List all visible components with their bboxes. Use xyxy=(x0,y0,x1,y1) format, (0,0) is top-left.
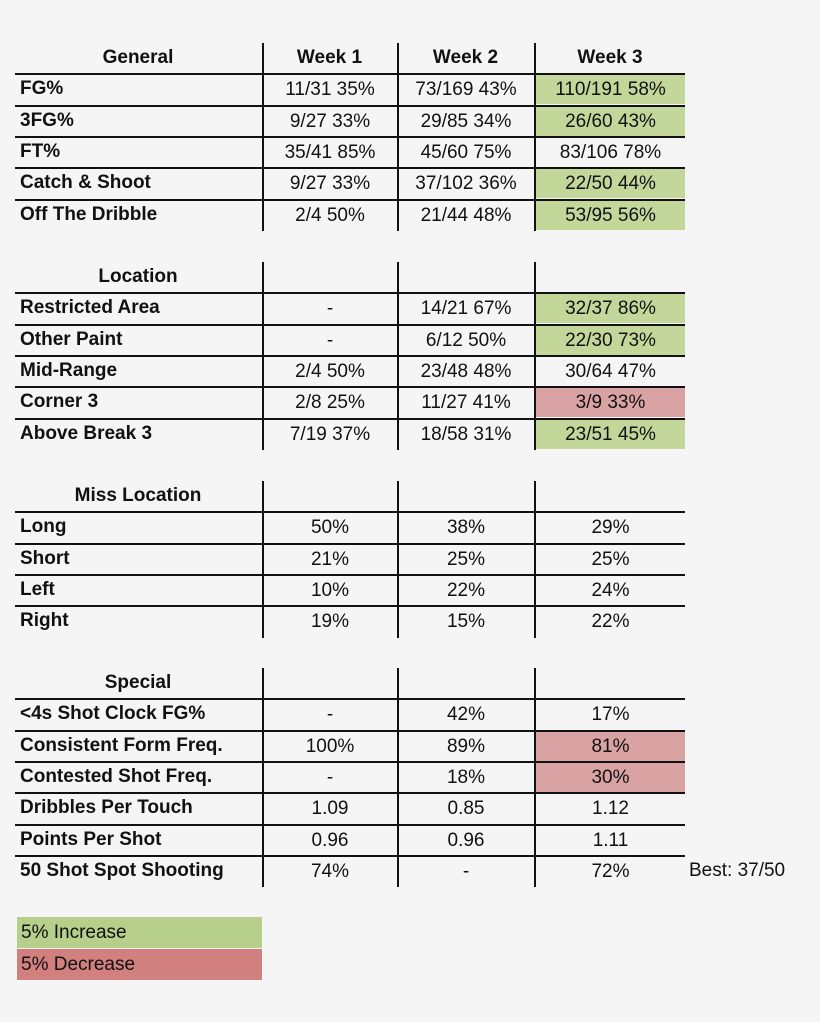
row-divider xyxy=(15,698,685,700)
row-label-50-shot-spot-shooting: 50 Shot Spot Shooting xyxy=(20,860,224,881)
cell-long-week-1: 50% xyxy=(310,517,350,538)
row-label-off-the-dribble: Off The Dribble xyxy=(20,204,158,225)
cell-short-week-3: 25% xyxy=(591,549,630,570)
row-label-dribbles-per-touch: Dribbles Per Touch xyxy=(20,797,193,818)
cell-dribbles-per-touch-week-3: 1.12 xyxy=(592,798,629,819)
section-title-special: Special xyxy=(104,672,172,693)
row-divider xyxy=(15,543,685,545)
cell-consistent-form-freq-week-2: 89% xyxy=(446,736,486,757)
cell-above-break-3-week-1: 7/19 37% xyxy=(289,424,371,445)
cell-catch-shoot-week-2: 37/102 36% xyxy=(415,173,517,194)
column-header-week-3: Week 3 xyxy=(577,47,643,68)
row-divider xyxy=(15,324,685,326)
cell-short-week-1: 21% xyxy=(310,549,350,570)
row-divider xyxy=(15,730,685,732)
column-divider xyxy=(262,668,264,887)
cell-consistent-form-freq-week-1: 100% xyxy=(305,736,355,757)
column-divider xyxy=(262,262,264,450)
row-divider xyxy=(15,824,685,826)
column-divider xyxy=(397,481,399,638)
legend-increase: 5% Increase xyxy=(17,917,262,948)
row-label-mid-range: Mid-Range xyxy=(20,360,118,381)
cell-3fg-week-3: 26/60 43% xyxy=(536,107,685,136)
cell-left-week-3: 24% xyxy=(591,580,630,601)
row-label-restricted-area: Restricted Area xyxy=(20,297,160,318)
row-label-corner-3: Corner 3 xyxy=(20,391,99,412)
cell-other-paint-week-3: 22/30 73% xyxy=(536,326,685,355)
cell-3fg-week-1: 9/27 33% xyxy=(289,111,371,132)
cell-corner-3-week-1: 2/8 25% xyxy=(295,392,365,413)
cell-contested-shot-freq-week-2: 18% xyxy=(446,767,486,788)
cell-restricted-area-week-1: - xyxy=(326,298,334,319)
column-divider xyxy=(534,668,536,887)
row-divider xyxy=(15,386,685,388)
cell-above-break-3-week-2: 18/58 31% xyxy=(420,424,512,445)
row-divider xyxy=(15,105,685,107)
cell-short-week-2: 25% xyxy=(446,549,486,570)
row-note-50-shot-spot-shooting: Best: 37/50 xyxy=(689,860,786,881)
column-divider xyxy=(397,262,399,450)
cell-right-week-3: 22% xyxy=(591,611,630,632)
cell-other-paint-week-2: 6/12 50% xyxy=(425,330,507,351)
cell-fg-week-3: 110/191 58% xyxy=(536,75,685,104)
column-header-week-1: Week 1 xyxy=(296,47,363,68)
cell-other-paint-week-1: - xyxy=(326,330,334,351)
cell-left-week-2: 22% xyxy=(446,580,486,601)
cell-fg-week-1: 11/31 35% xyxy=(285,79,375,100)
cell-mid-range-week-2: 23/48 48% xyxy=(420,361,512,382)
cell-left-week-1: 10% xyxy=(310,580,350,601)
row-label-ft: FT% xyxy=(20,141,61,162)
cell-off-the-dribble-week-2: 21/44 48% xyxy=(420,205,512,226)
column-divider xyxy=(262,43,264,231)
row-label-4s-shot-clock-fg: <4s Shot Clock FG% xyxy=(20,703,206,724)
cell-long-week-3: 29% xyxy=(591,517,630,538)
cell-restricted-area-week-2: 14/21 67% xyxy=(420,298,512,319)
row-label-contested-shot-freq: Contested Shot Freq. xyxy=(20,766,213,787)
row-label-fg: FG% xyxy=(20,78,64,99)
cell-ft-week-1: 35/41 85% xyxy=(284,142,376,163)
row-label-catch-shoot: Catch & Shoot xyxy=(20,172,151,193)
cell-right-week-2: 15% xyxy=(446,611,486,632)
cell-points-per-shot-week-3: 1.11 xyxy=(592,830,629,851)
cell-fg-week-2: 73/169 43% xyxy=(415,79,517,100)
cell-50-shot-spot-shooting-week-2: - xyxy=(462,861,470,882)
row-divider xyxy=(15,167,685,169)
cell-3fg-week-2: 29/85 34% xyxy=(420,111,512,132)
column-divider xyxy=(534,262,536,450)
row-divider xyxy=(15,73,685,75)
row-label-short: Short xyxy=(20,548,70,569)
row-divider xyxy=(15,792,685,794)
row-divider xyxy=(15,761,685,763)
cell-ft-week-3: 83/106 78% xyxy=(559,142,662,163)
cell-mid-range-week-3: 30/64 47% xyxy=(565,361,656,382)
cell-long-week-2: 38% xyxy=(446,517,486,538)
row-label-right: Right xyxy=(20,610,69,631)
row-divider xyxy=(15,418,685,420)
row-divider xyxy=(15,292,685,294)
cell-dribbles-per-touch-week-1: 1.09 xyxy=(311,798,349,819)
cell-above-break-3-week-3: 23/51 45% xyxy=(536,420,685,449)
row-divider xyxy=(15,355,685,357)
cell-corner-3-week-3: 3/9 33% xyxy=(536,388,685,417)
row-label-consistent-form-freq: Consistent Form Freq. xyxy=(20,735,223,756)
row-label-long: Long xyxy=(20,516,67,537)
row-label-3fg: 3FG% xyxy=(20,110,74,131)
cell-catch-shoot-week-1: 9/27 33% xyxy=(289,173,371,194)
cell-points-per-shot-week-2: 0.96 xyxy=(447,830,485,851)
row-divider xyxy=(15,855,685,857)
row-divider xyxy=(15,136,685,138)
cell-4s-shot-clock-fg-week-1: - xyxy=(326,704,334,725)
row-label-other-paint: Other Paint xyxy=(20,329,123,350)
column-divider xyxy=(397,668,399,887)
cell-50-shot-spot-shooting-week-3: 72% xyxy=(591,861,630,882)
cell-ft-week-2: 45/60 75% xyxy=(420,142,512,163)
cell-restricted-area-week-3: 32/37 86% xyxy=(536,294,685,323)
section-title-general: General xyxy=(102,47,174,68)
column-divider xyxy=(262,481,264,638)
row-label-above-break-3: Above Break 3 xyxy=(20,423,153,444)
cell-4s-shot-clock-fg-week-2: 42% xyxy=(446,704,486,725)
cell-corner-3-week-2: 11/27 41% xyxy=(421,392,511,413)
cell-points-per-shot-week-1: 0.96 xyxy=(311,830,349,851)
row-divider xyxy=(15,511,685,513)
column-header-week-2: Week 2 xyxy=(432,47,499,68)
row-label-left: Left xyxy=(20,579,55,600)
row-label-points-per-shot: Points Per Shot xyxy=(20,829,162,850)
cell-consistent-form-freq-week-3: 81% xyxy=(536,732,685,761)
column-divider xyxy=(397,43,399,231)
cell-dribbles-per-touch-week-2: 0.85 xyxy=(447,798,485,819)
cell-50-shot-spot-shooting-week-1: 74% xyxy=(310,861,350,882)
cell-off-the-dribble-week-1: 2/4 50% xyxy=(295,205,365,226)
cell-mid-range-week-1: 2/4 50% xyxy=(295,361,365,382)
row-divider xyxy=(15,199,685,201)
row-divider xyxy=(15,605,685,607)
cell-contested-shot-freq-week-3: 30% xyxy=(536,763,685,792)
legend-decrease: 5% Decrease xyxy=(17,949,262,980)
cell-off-the-dribble-week-3: 53/95 56% xyxy=(536,201,685,230)
cell-contested-shot-freq-week-1: - xyxy=(326,767,334,788)
cell-catch-shoot-week-3: 22/50 44% xyxy=(536,169,685,198)
column-divider xyxy=(534,481,536,638)
cell-4s-shot-clock-fg-week-3: 17% xyxy=(591,704,630,725)
section-title-location: Location xyxy=(98,266,178,287)
column-divider xyxy=(534,43,536,231)
cell-right-week-1: 19% xyxy=(310,611,350,632)
section-title-miss-location: Miss Location xyxy=(74,485,202,506)
row-divider xyxy=(15,574,685,576)
